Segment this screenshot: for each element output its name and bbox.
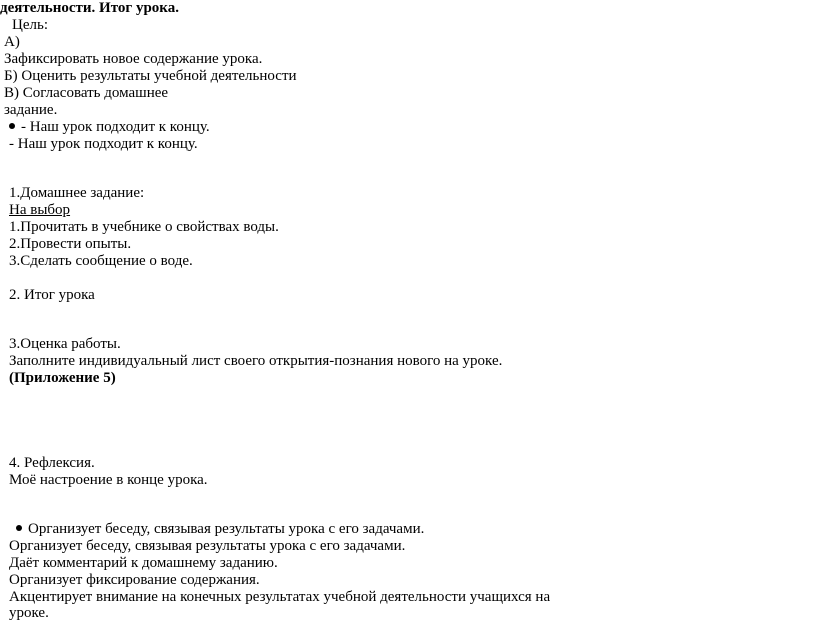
- homework-item: 2.Провести опыты.: [9, 236, 132, 252]
- homework-item: 1.Прочитать в учебнике о свойствах воды.: [9, 219, 279, 235]
- goal-label: Цель:: [12, 17, 48, 33]
- teacher-line: Организует беседу, связывая результаты урока с его задачами.: [9, 538, 406, 554]
- assessment-text: Заполните индивидуальный лист своего открытия-познания нового на уроке.: [9, 353, 503, 369]
- teacher-line: Даёт комментарий к домашнему заданию.: [9, 555, 278, 571]
- bullet-icon: [16, 525, 22, 531]
- teacher-line: уроке.: [9, 605, 49, 621]
- teacher-line: Акцентирует внимание на конечных результатах учебной деятельности учащихся на: [9, 589, 551, 605]
- teacher-line: Организует фиксирование содержания.: [9, 572, 260, 588]
- goal-a-marker: А): [4, 34, 20, 50]
- intro-bullet-text: - Наш урок подходит к концу.: [21, 119, 210, 135]
- summary-title: 2. Итог урока: [9, 287, 95, 303]
- assessment-title: 3.Оценка работы.: [9, 336, 121, 352]
- teacher-bullet-item: [16, 521, 424, 538]
- intro-text: - Наш урок подходит к концу.: [9, 136, 198, 152]
- goal-a-text: Зафиксировать новое содержание урока.: [4, 51, 263, 67]
- section-heading: деятельности. Итог урока.: [0, 0, 179, 16]
- goal-c-text: В) Согласовать домашнее: [4, 85, 169, 101]
- goal-b-text: Б) Оценить результаты учебной деятельности: [4, 68, 297, 84]
- homework-choice: На выбор: [9, 202, 71, 218]
- reflection-text: Моё настроение в конце урока.: [9, 472, 208, 488]
- intro-bullet-item: [9, 119, 210, 136]
- homework-title: 1.Домашнее задание:: [9, 185, 145, 201]
- homework-item: 3.Сделать сообщение о воде.: [9, 253, 193, 269]
- reflection-title: 4. Рефлексия.: [9, 455, 95, 471]
- goal-c-text-cont: задание.: [4, 102, 58, 118]
- bullet-icon: [9, 123, 15, 129]
- assessment-appendix: (Приложение 5): [9, 370, 116, 386]
- teacher-bullet-text: Организует беседу, связывая результаты урока с его задачами.: [28, 521, 425, 537]
